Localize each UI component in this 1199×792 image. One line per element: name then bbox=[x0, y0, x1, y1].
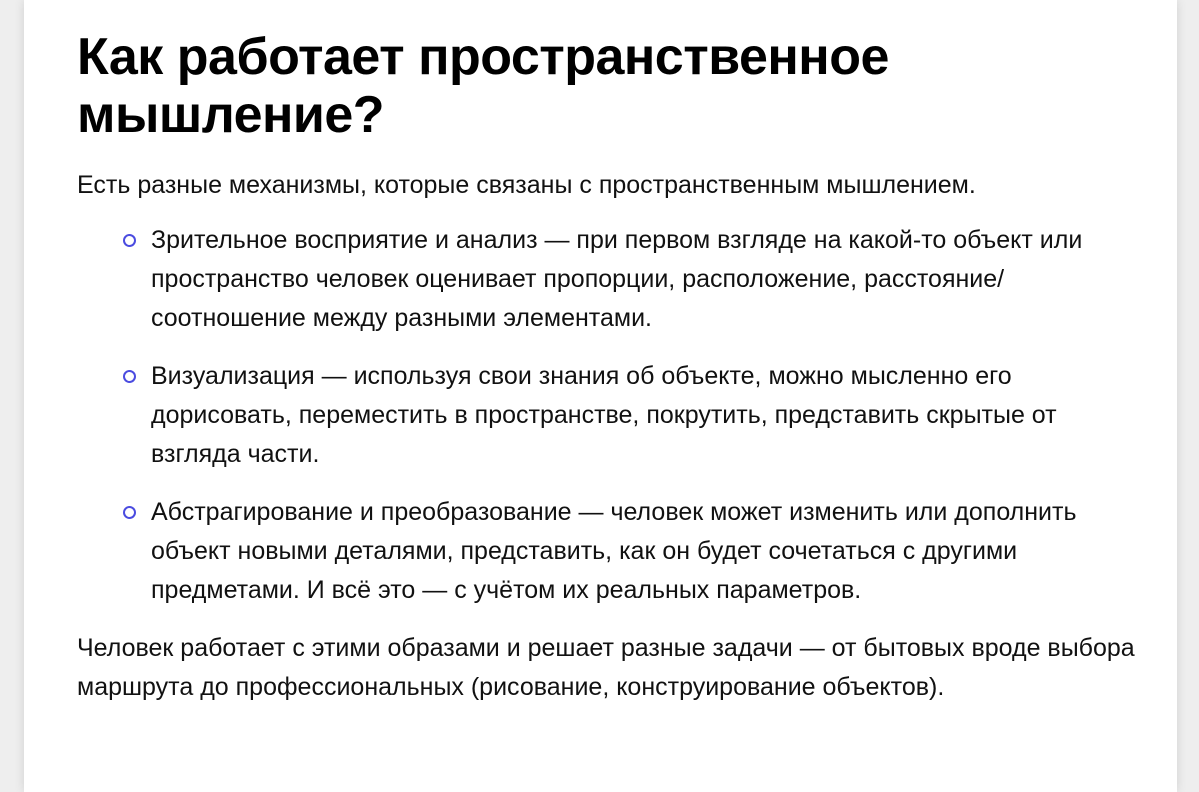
list-item-text: Абстрагирование и преобразование — человек может изменить или дополнить объект новыми деталями, представить, как он будет сочетаться с другими предметами. И всё это — с учётом их реальных параметров. bbox=[151, 498, 1077, 604]
mechanisms-list bbox=[77, 221, 1137, 610]
circle-bullet-icon bbox=[123, 506, 136, 519]
list-item bbox=[151, 221, 1137, 338]
article-content bbox=[77, 28, 1137, 707]
circle-bullet-icon bbox=[123, 234, 136, 247]
article-heading: Как работает пространственное мышление? bbox=[77, 28, 889, 144]
list-item-text: Зрительное восприятие и анализ — при первом взгляде на какой-то объект или пространство человек оценивает пропорции, расположение, расстояние/соотношение между разными элементами. bbox=[151, 226, 1083, 332]
list-item-text: Визуализация — используя свои знания об объекте, можно мысленно его дорисовать, переместить в пространстве, покрутить, представить скрытые от взгляда части. bbox=[151, 362, 1057, 468]
article-card bbox=[24, 0, 1177, 792]
list-item bbox=[151, 493, 1137, 610]
article-intro: Есть разные механизмы, которые связаны с пространственным мышлением. bbox=[77, 171, 976, 199]
circle-bullet-icon bbox=[123, 370, 136, 383]
list-item bbox=[151, 357, 1137, 474]
article-closing: Человек работает с этими образами и решает разные задачи — от бытовых вроде выбора маршрута до профессиональных (рисование, конструирование объектов). bbox=[77, 634, 1135, 701]
